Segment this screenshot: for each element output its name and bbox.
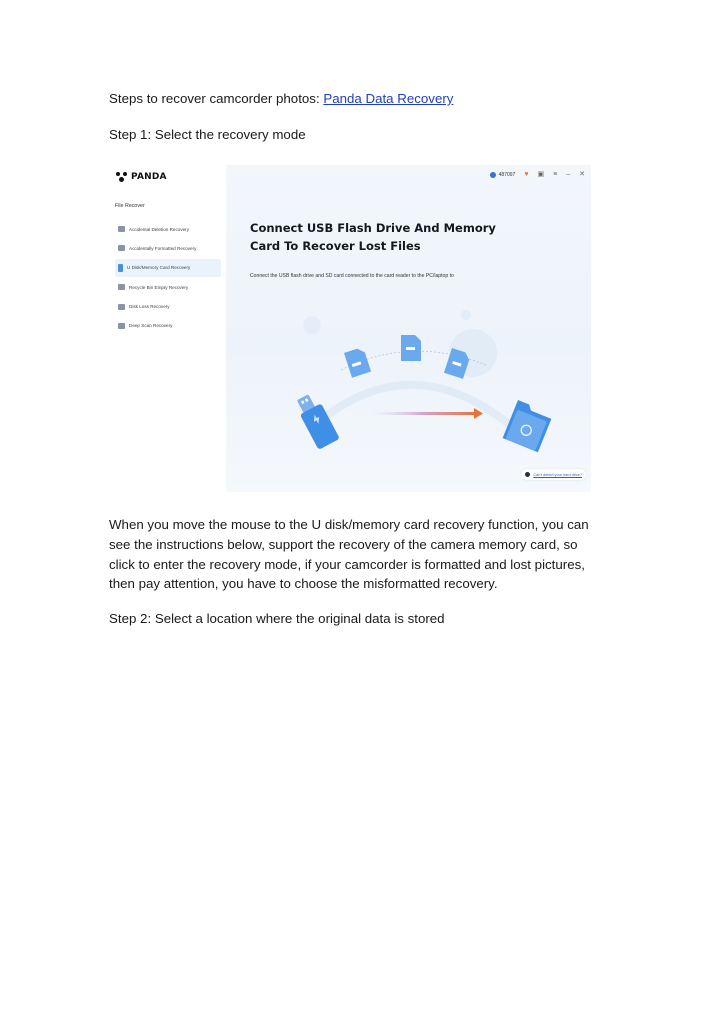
body-paragraph-line-3: click to enter the recovery mode, if your camcorder is formatted and lost pictures, [109,557,585,572]
sidebar [109,165,226,492]
nav-list [115,220,221,336]
help-icon [525,472,530,477]
nav-item-u-disk-memory-card[interactable] [115,259,221,277]
intro-text: Steps to recover camcorder photos: [109,91,324,106]
menu-icon[interactable]: ≡ [553,171,558,178]
folder-illustration [503,400,554,452]
step1-heading: Step 1: Select the recovery mode [109,127,306,142]
trash-file-icon [118,226,125,232]
recycle-bin-icon [118,284,125,290]
main-panel [226,165,591,492]
cant-detect-drive-link[interactable]: Can't detect your hard drive? [533,472,582,477]
nav-label: Accidentally Formatted Recovery [129,245,197,251]
nav-label: Recycle Bin Empty Recovery [129,284,189,290]
usb-drive-illustration [293,391,340,450]
section-title: File Recover [115,203,145,209]
file-icon-left [344,347,371,378]
intro-line [109,89,453,109]
format-drive-icon [118,245,125,251]
panda-logo-icon [116,172,128,182]
minimize-icon[interactable]: – [566,171,571,178]
disk-icon [118,304,125,310]
user-id: 487097 [498,172,516,178]
user-badge[interactable] [490,172,516,178]
nav-label: U Disk/Memory Card Recovery [127,265,191,271]
body-paragraph-line-1: When you move the mouse to the U disk/memory card recovery function, you can [109,517,589,532]
usb-drive-icon [118,264,123,272]
logo-text: PANDA [131,172,167,182]
nav-item-deep-scan[interactable] [115,317,221,335]
step2-heading: Step 2: Select a location where the original data is stored [109,611,445,626]
file-icon-middle [401,335,421,361]
headline [250,219,496,255]
close-icon[interactable]: ✕ [579,171,585,178]
headline-line-2: Card To Recover Lost Files [250,239,421,253]
nav-item-accidental-deletion[interactable] [115,220,221,238]
deep-scan-icon [118,323,125,329]
window-toolbar [490,170,585,180]
body-paragraph-line-2: see the instructions below, support the recovery of the camera memory card, so [109,537,578,552]
user-avatar-icon [490,172,496,178]
nav-item-disk-loss[interactable] [115,298,221,316]
nav-label: Deep Scan Recovery [129,323,173,329]
nav-item-accidentally-formatted[interactable] [115,239,221,257]
connect-illustration [226,165,591,492]
app-screenshot [109,165,591,492]
panda-logo [116,169,167,185]
upgrade-icon[interactable]: ♥ [524,171,529,178]
panda-data-recovery-link[interactable]: Panda Data Recovery [323,91,454,106]
instruction-text: Connect the USB flash drive and SD card connected to the card reader to the PC/laptop to [250,273,454,279]
nav-item-recycle-bin[interactable] [115,278,221,296]
headline-line-1: Connect USB Flash Drive And Memory [250,221,496,235]
feedback-icon[interactable]: ▣ [537,171,545,178]
nav-label: Accidental Deletion Recovery [129,226,190,232]
body-paragraph-line-4: then pay attention, you have to choose the misformatted recovery. [109,576,498,591]
nav-label: Disk Loss Recovery [129,304,170,310]
help-pill[interactable] [521,469,586,480]
